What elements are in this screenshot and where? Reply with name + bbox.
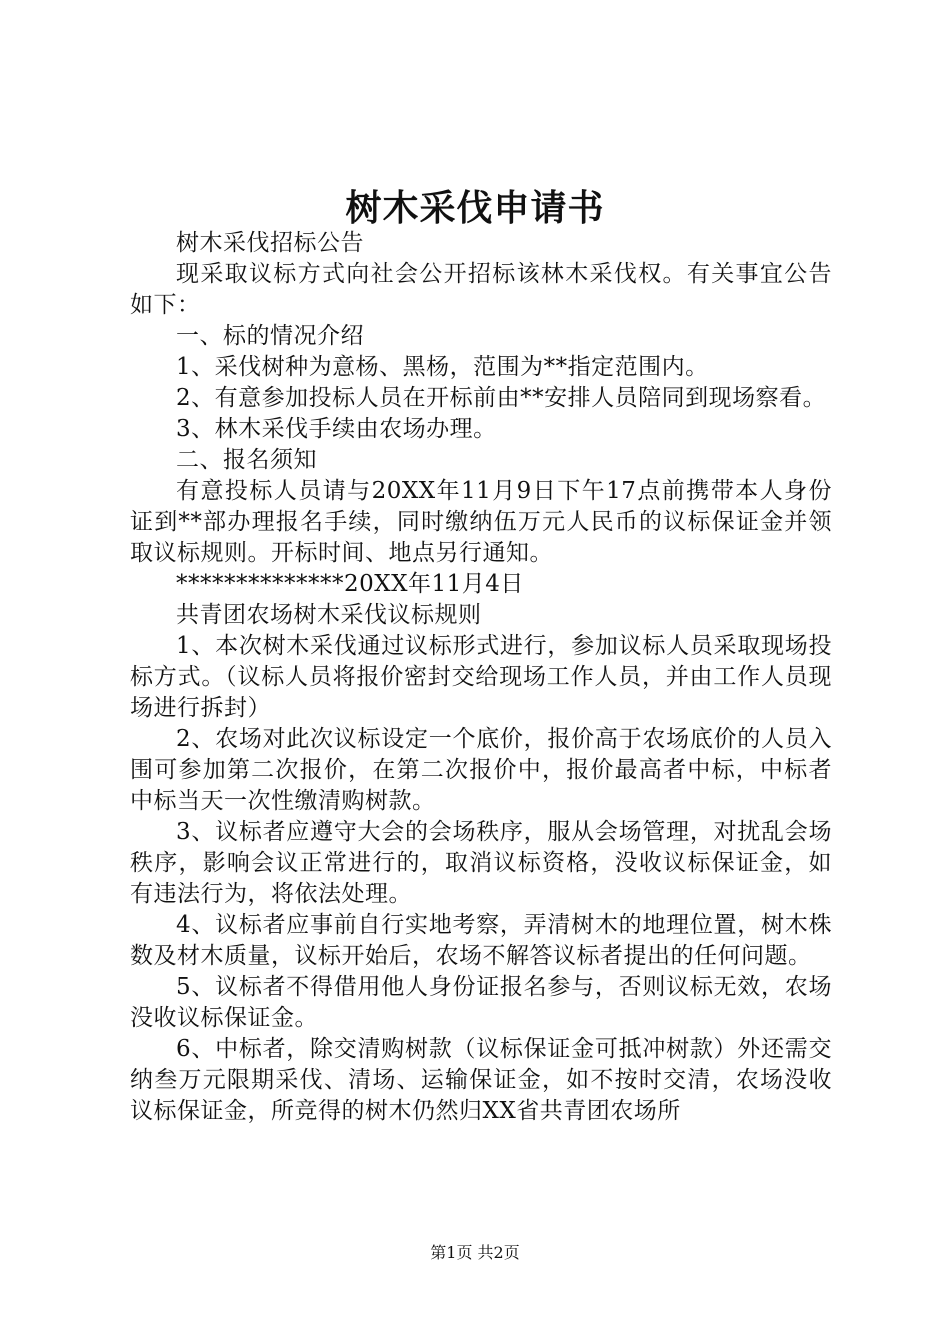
paragraph: 树木采伐招标公告 bbox=[176, 230, 364, 256]
paragraph: 1、采伐树种为意杨、黑杨，范围为**指定范围内。 bbox=[176, 354, 709, 380]
paragraph: 4、议标者应事前自行实地考察，弄清树木的地理位置，树木株数及材木质量，议标开始后，农场不解答议标者提出的任何问题。 bbox=[130, 912, 832, 969]
paragraph: 3、议标者应遵守大会的会场秩序，服从会场管理，对扰乱会场秩序，影响会议正常进行的，取消议标资格，没收议标保证金，如有违法行为，将依法处理。 bbox=[130, 819, 832, 907]
page-footer: 第1页 共2页 bbox=[430, 1243, 520, 1262]
paragraph: 二、报名须知 bbox=[176, 447, 317, 473]
paragraph: 2、有意参加投标人员在开标前由**安排人员陪同到现场察看。 bbox=[176, 385, 827, 411]
paragraph: 一、标的情况介绍 bbox=[176, 323, 364, 349]
document-title: 树木采伐申请书 bbox=[345, 187, 605, 229]
paragraph: **************20XX年11月4日 bbox=[176, 571, 524, 597]
paragraph: 5、议标者不得借用他人身份证报名参与，否则议标无效，农场没收议标保证金。 bbox=[130, 974, 832, 1031]
document-body bbox=[130, 228, 832, 1127]
paragraph: 1、本次树木采伐通过议标形式进行，参加议标人员采取现场投标方式。（议标人员将报价密封交给现场工作人员，并由工作人员现场进行拆封） bbox=[130, 633, 832, 721]
paragraph: 6、中标者，除交清购树款（议标保证金可抵冲树款）外还需交纳叁万元限期采伐、清场、运输保证金，如不按时交清，农场没收议标保证金，所竞得的树木仍然归XX省共青团农场所 bbox=[130, 1036, 832, 1124]
paragraph: 有意投标人员请与20XX年11月9日下午17点前携带本人身份证到**部办理报名手续，同时缴纳伍万元人民币的议标保证金并领取议标规则。开标时间、地点另行通知。 bbox=[130, 478, 832, 566]
paragraph: 现采取议标方式向社会公开招标该林木采伐权。有关事宜公告如下： bbox=[130, 261, 832, 318]
paragraph: 2、农场对此次议标设定一个底价，报价高于农场底价的人员入围可参加第二次报价，在第二次报价中，报价最高者中标，中标者中标当天一次性缴清购树款。 bbox=[130, 726, 832, 814]
paragraph: 共青团农场树木采伐议标规则 bbox=[176, 602, 482, 628]
paragraph: 3、林木采伐手续由农场办理。 bbox=[176, 416, 497, 442]
